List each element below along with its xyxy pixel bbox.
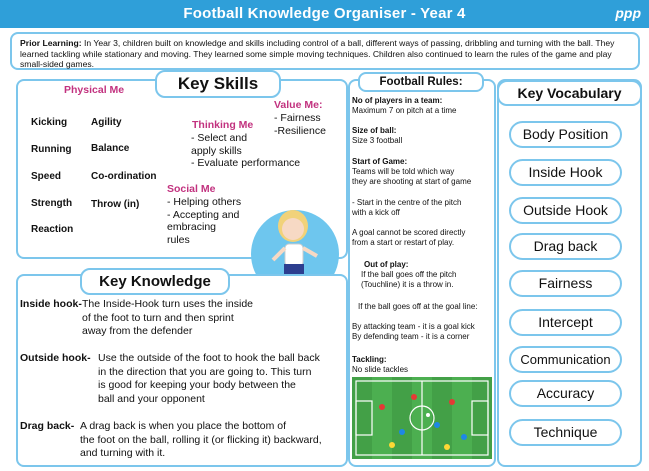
social-me-text: - Helping others - Accepting and embracing rules — [167, 196, 242, 246]
key-skills-title: Key Skills — [155, 70, 281, 98]
vocab-word: Technique — [509, 419, 622, 446]
vocab-word: Accuracy — [509, 380, 622, 407]
prior-learning-label: Prior Learning: — [20, 38, 82, 48]
rule-text: If the ball goes off the pitch (Touchline) it is a throw in. — [361, 270, 457, 289]
physical-skill: Throw (in) — [91, 199, 140, 210]
physical-skill: Balance — [91, 143, 130, 154]
key-vocabulary-title: Key Vocabulary — [497, 80, 642, 106]
rule-text: By attacking team - it is a goal kick By defending team - it is a corner — [352, 322, 475, 341]
prior-learning-text: In Year 3, children built on knowledge and skills including control of a ball, different ways of passing, dribbling and turning with the ball. They learned tackling while stationary and moving. They learned some simple moving techniques. Children also continued to learn the rules of the game and play small-sided games. — [20, 38, 615, 69]
vocab-word: Fairness — [509, 270, 622, 297]
football-pitch-illustration — [352, 377, 492, 459]
knowledge-term: Drag back- — [20, 420, 75, 432]
physical-skill: Strength — [31, 198, 73, 209]
rule-text: Size 3 football — [352, 136, 403, 145]
physical-skill: Agility — [91, 117, 122, 128]
social-me-title: Social Me — [167, 183, 216, 195]
knowledge-definition: The Inside-Hook turn uses the inside of the foot to turn and then sprint away from the defender — [82, 298, 254, 337]
rule-text: A goal cannot be scored directly from a start or restart of play. — [352, 228, 466, 247]
vocab-word: Body Position — [509, 121, 622, 148]
knowledge-term: Outside hook- — [20, 352, 91, 364]
value-me-text: - Fairness -Resilience — [274, 112, 326, 137]
vocab-word: Communication — [509, 346, 622, 373]
page-title: Football Knowledge Organiser - Year 4 — [183, 5, 466, 22]
knowledge-term: Inside hook- — [20, 298, 82, 310]
rule-heading: Tackling: — [352, 355, 387, 364]
rule-heading: Start of Game: — [352, 157, 408, 166]
key-knowledge-title: Key Knowledge — [80, 268, 230, 295]
physical-skill: Running — [31, 144, 72, 155]
rule-text: No slide tackles — [352, 365, 409, 374]
physical-skill: Reaction — [31, 224, 74, 235]
vocab-word: Intercept — [509, 309, 622, 336]
vocab-word: Drag back — [509, 233, 622, 260]
rule-heading: No of players in a team: — [352, 96, 443, 105]
knowledge-definition: Use the outside of the foot to hook the ball back in the direction that you are going to. This turn is good for keeping your body between the ball and your opponent — [98, 352, 320, 405]
value-me-title: Value Me: — [274, 99, 323, 111]
thinking-me-text: - Select and apply skills - Evaluate performance — [191, 132, 301, 169]
knowledge-definition: A drag back is when you place the bottom of the foot on the ball, rolling it (or flicking it) backward, and turning with it. — [80, 420, 322, 459]
rule-heading: Out of play: — [364, 260, 409, 269]
rule-text: Teams will be told which way they are shooting at start of game — [352, 167, 472, 186]
rule-text: If the ball goes off at the goal line: — [358, 302, 478, 311]
vocab-word: Outside Hook — [509, 197, 622, 224]
physical-skill: Speed — [31, 171, 62, 182]
football-rules-title: Football Rules: — [358, 72, 484, 92]
physical-skill: Co-ordination — [91, 171, 157, 182]
prior-learning-box — [10, 32, 640, 70]
physical-me-title: Physical Me — [64, 84, 125, 96]
physical-skill: Kicking — [31, 117, 68, 128]
rule-text: Maximum 7 on pitch at a time — [352, 106, 457, 115]
rule-text: - Start in the centre of the pitch with a kick off — [352, 198, 462, 217]
vocab-word: Inside Hook — [509, 159, 622, 186]
header-bar — [0, 0, 649, 28]
thinking-me-title: Thinking Me — [192, 119, 254, 131]
brand-logo: ppp — [615, 5, 641, 21]
rule-heading: Size of ball: — [352, 126, 397, 135]
